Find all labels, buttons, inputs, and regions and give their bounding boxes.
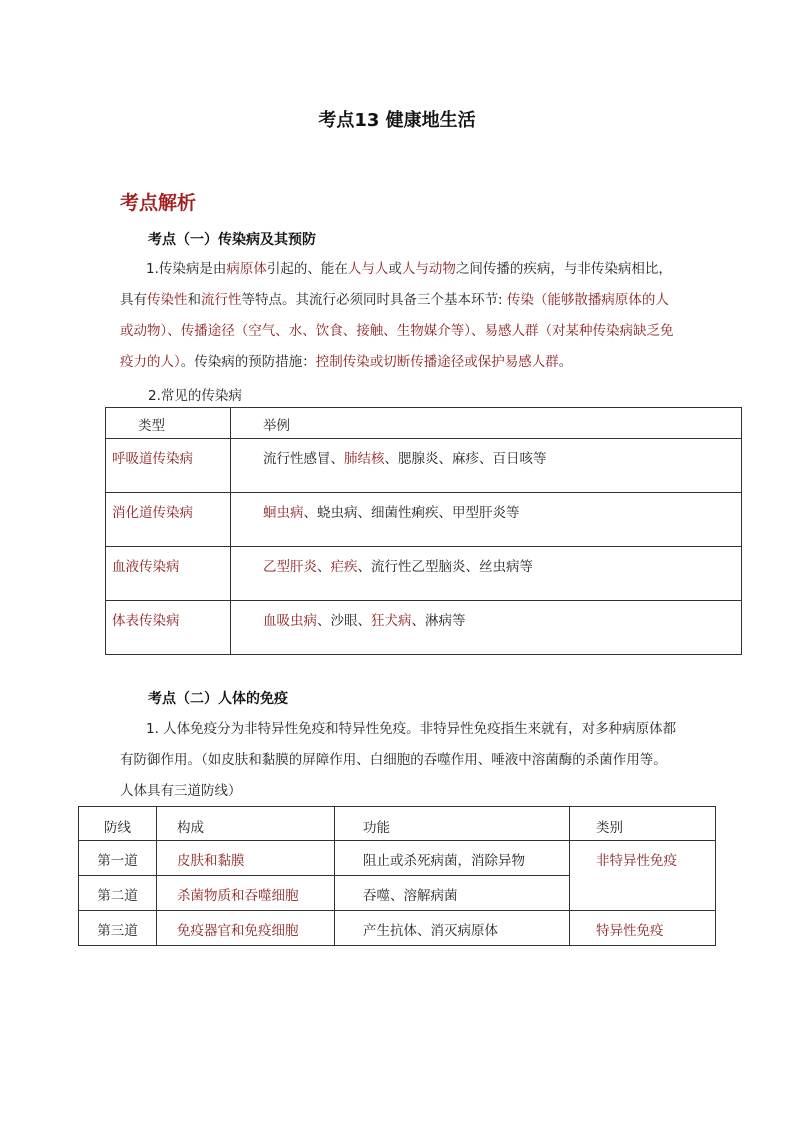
disease-examples-cell xyxy=(231,547,742,601)
highlighted-text: 控制传染或切断传播途径或保护易感人群 xyxy=(315,354,559,370)
disease-type-cell: 血液传染病 xyxy=(106,547,231,601)
header-composition: 构成 xyxy=(157,807,335,841)
line-cell: 第三道 xyxy=(79,911,157,946)
highlighted-text: 蛔虫病 xyxy=(263,505,304,521)
immunity-text: 1. 人体免疫分为非特异性免疫和特异性免疫。非特异性免疫指生来就有，对多种病原体都有防御作用。（如皮肤和黏膜的屏障作用、白细胞的吞噬作用、唾液中溶菌酶的杀菌作用等。人体具有三道防线） xyxy=(120,721,677,799)
text-run: 、腮腺炎、麻疹、百日咳等 xyxy=(384,451,547,467)
line-cell: 第二道 xyxy=(79,876,157,911)
text-run: 、 xyxy=(317,559,331,575)
line-cell: 第一道 xyxy=(79,841,157,876)
table-row xyxy=(106,439,742,493)
disease-type-cell: 体表传染病 xyxy=(106,601,231,655)
disease-examples-cell xyxy=(231,493,742,547)
table-row xyxy=(79,911,716,946)
highlighted-text: 人与人 xyxy=(347,261,389,277)
text-run: 、流行性乙型脑炎、丝虫病等 xyxy=(357,559,533,575)
section-heading: 考点解析 xyxy=(120,192,197,214)
function-cell: 产生抗体、消灭病原体 xyxy=(335,911,570,946)
highlighted-text: 乙型肝炎 xyxy=(263,559,317,575)
table-row xyxy=(79,841,716,876)
text-run: 、沙眼、 xyxy=(317,613,371,629)
text-run: 。传染病的预防措施： xyxy=(180,354,316,370)
text-run: 和 xyxy=(187,292,201,308)
disease-table xyxy=(105,407,742,655)
highlighted-text: 人与动物 xyxy=(401,261,456,277)
table-header-row xyxy=(106,408,742,439)
table-row xyxy=(106,493,742,547)
table-caption: 2.常见的传染病 xyxy=(148,388,242,404)
part1-heading: 考点（一）传染病及其预防 xyxy=(148,232,316,248)
text-run: 等特点。其流行必须同时具备三个基本环节: xyxy=(241,292,507,308)
page-title: 考点13 健康地生活 xyxy=(318,110,476,131)
text-run: 引起的、能在 xyxy=(266,261,348,277)
highlighted-text: 传染（能够散播病原体的人或动物）、传播途径（空气、水、饮食、接触、生物媒介等）、易感人群（对某种传染病缺乏免疫力的人） xyxy=(120,292,674,370)
header-category: 类别 xyxy=(570,807,716,841)
disease-examples-cell xyxy=(231,601,742,655)
category-cell: 特异性免疫 xyxy=(570,911,716,946)
text-run: 。 xyxy=(558,354,573,370)
text-run: 之间传播的疾病，与非传染病相比，具有 xyxy=(120,261,672,308)
highlighted-text: 流行性 xyxy=(201,292,242,308)
immunity-paragraph xyxy=(120,714,680,807)
highlighted-text: 狂犬病 xyxy=(371,613,412,629)
disease-examples-cell xyxy=(231,439,742,493)
header-type: 类型 xyxy=(106,408,231,439)
text-run: 、蛲虫病、细菌性痢疾、甲型肝炎等 xyxy=(303,505,520,521)
highlighted-text: 病原体 xyxy=(226,261,267,277)
text-run: 1.传染病是由 xyxy=(146,261,227,277)
text-run: 流行性感冒、 xyxy=(263,451,344,467)
function-cell: 吞噬、溶解病菌 xyxy=(335,876,570,911)
header-line: 防线 xyxy=(79,807,157,841)
table-header-row xyxy=(79,807,716,841)
table-row xyxy=(106,547,742,601)
defense-table xyxy=(78,806,716,946)
highlighted-text: 传染性 xyxy=(147,292,188,308)
disease-type-cell: 消化道传染病 xyxy=(106,493,231,547)
table-row xyxy=(106,601,742,655)
text-run: 或 xyxy=(388,261,402,277)
part2-heading: 考点（二）人体的免疫 xyxy=(148,691,288,707)
composition-cell: 杀菌物质和吞噬细胞 xyxy=(157,876,335,911)
header-function: 功能 xyxy=(335,807,570,841)
header-examples: 举例 xyxy=(231,408,742,439)
disease-type-cell: 呼吸道传染病 xyxy=(106,439,231,493)
composition-cell: 皮肤和黏膜 xyxy=(157,841,335,876)
text-run: 、淋病等 xyxy=(411,613,466,629)
highlighted-text: 疟疾 xyxy=(330,559,358,575)
category-cell: 非特异性免疫 xyxy=(570,841,716,911)
composition-cell: 免疫器官和免疫细胞 xyxy=(157,911,335,946)
infectious-disease-paragraph xyxy=(120,254,680,378)
function-cell: 阻止或杀死病菌，消除异物 xyxy=(335,841,570,876)
highlighted-text: 肺结核 xyxy=(344,451,385,467)
highlighted-text: 血吸虫病 xyxy=(263,613,317,629)
